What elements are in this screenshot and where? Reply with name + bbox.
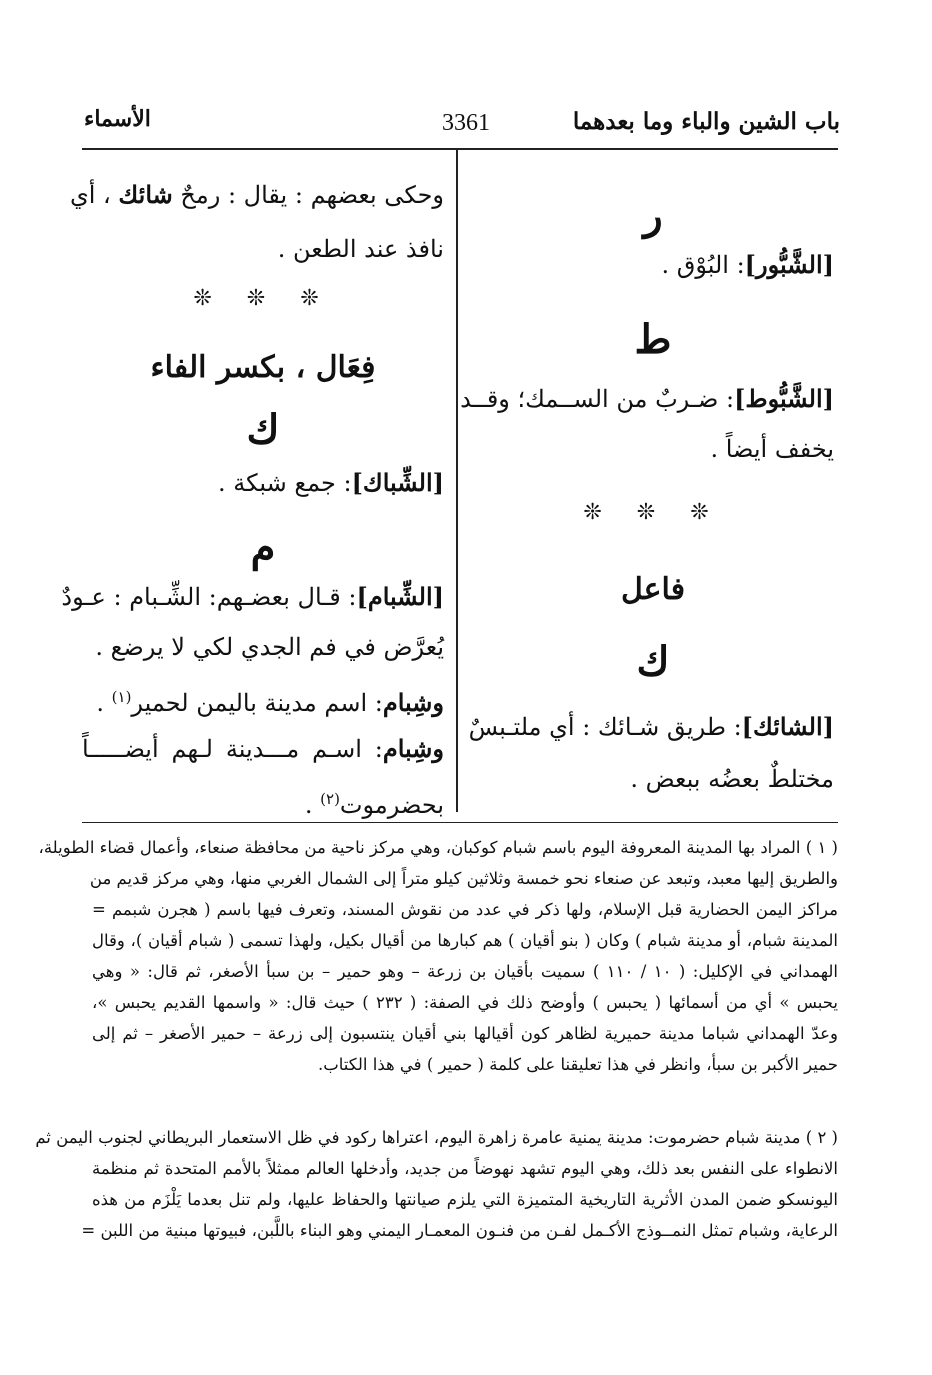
headword: [الشِّبام] — [356, 582, 444, 611]
entry-shibam-yemen — [82, 680, 444, 720]
letter-heading-kaf: ك — [246, 406, 280, 453]
headword: [الشائك] — [741, 712, 834, 741]
footnote-line: الرعاية، وشبام تمثل النمــوذج الأكـمل لفـن من فنـون المعمـار اليمني وهو البناء باللَّبن، فبيوتها مبنية من اللبن = — [81, 1221, 838, 1240]
entry-shibak — [82, 466, 444, 500]
footnote-line: المدينة شبام، أو مدينة شبام ) وكان ( بنو أقيان ) هم كبارها من أقيال بكيل، ولهذا تسمى ( شبام أقيان )، وقال — [92, 931, 838, 950]
running-header-section: الأسماء — [84, 106, 151, 132]
entry-shibam-hadramawt-line1 — [82, 732, 444, 766]
footnote-line: ( ١ ) المراد بها المدينة المعروفة اليوم باسم شبام كوكبان، وهي مركز ناحية من محافظة صنعاء، وأعمال قضاء الطويلة، — [38, 838, 838, 857]
letter-heading-mim: م — [250, 524, 276, 571]
definition: بحضرموت — [339, 791, 444, 819]
section-separator-stars: ❊ ❊ ❊ — [583, 500, 723, 525]
footnote-line: الهمداني في الإكليل: ( ١٠ / ١١٠ ) سميت بأقيان بن زرعة – وهو حمير – بن سبأ الأصغر، ثم قال: « وهي — [92, 962, 838, 981]
letter-heading-ta: ط — [634, 316, 672, 363]
section-heading-fi3al: فِعَال ، بكسر الفاء — [150, 350, 376, 385]
footnote-ref-1[interactable]: (١) — [111, 688, 132, 706]
definition: : ضـربٌ من الســمك؛ وقــد — [460, 385, 735, 413]
footnote-line: والطريق إليها معبد، وتبعد عن صنعاء نحو خمسة وثلاثين كيلو متراً إلى الشمال الغربي منها، وهي مركز قديم من — [89, 869, 838, 888]
letter-heading-ra: ر — [643, 192, 663, 239]
footnote-line: حمير الأكبر بن سبأ، وانظر في هذا تعليقنا على كلمة ( حمير ) في هذا الكتاب. — [317, 1055, 838, 1074]
continuation-line1 — [69, 178, 444, 212]
text: ، أي — [69, 181, 119, 209]
continuation-line2: نافذ عند الطعن . — [277, 235, 444, 263]
running-header-chapter: باب الشين والباء وما بعدهما — [572, 108, 840, 135]
entry-shabbur — [472, 248, 834, 282]
entry-shibam-hadramawt-line2 — [82, 782, 444, 822]
entry-shabbut-line2: يخفف أيضاً . — [710, 435, 834, 463]
footnote-2 — [35, 1122, 838, 1246]
definition: : قـال بعضـهم: الشِّـبام : عـودٌ — [61, 583, 357, 611]
section-heading-fa3il: فاعل — [620, 572, 686, 607]
footnote-line: مراكز اليمن الحضارية قبل الإسلام، ولها ذكر في عدد من نقوش المسند، وتعرف فيها باسم ( هجرن شبمم = — [92, 900, 838, 919]
footnote-line: اليونسكو ضمن المدن الأثرية التاريخية المتميزة التي يلزم صيانتها والحفاظ عليها، ولم تنل بعدما يَلْزَم من هذه — [92, 1190, 838, 1209]
footnote-1 — [38, 832, 838, 1080]
entry-sha2ik-line1 — [468, 710, 834, 744]
footnote-rule — [82, 822, 838, 823]
headword: [الشِّباك] — [351, 468, 444, 497]
headword: شائك — [118, 180, 173, 209]
page-number: 3361 — [442, 110, 490, 136]
headword: [الشَّبُّور] — [744, 250, 834, 279]
header-rule — [82, 148, 838, 150]
entry-sha2ik-line2: مختلطٌ بعضُه ببعض . — [630, 765, 834, 793]
letter-heading-kaf: ك — [636, 638, 670, 685]
entry-shabbut-line1 — [460, 382, 834, 416]
column-divider — [456, 150, 458, 812]
definition: : طريق شـائك : أي ملتـبسٌ — [468, 713, 742, 741]
footnote-line: الانطواء على النفس بعد ذلك، وهي اليوم تشهد نهوضاً من جديد، وأدخلها العالم ممثلاً بالأمم المتحدة ثم منظمة — [92, 1159, 838, 1178]
footnote-line: ( ٢ ) مدينة شبام حضرموت: مدينة يمنية عامرة زاهرة اليوم، اعتراها ركود في ظل الاستعمار البريطاني لجنوب اليمن ثم — [35, 1128, 838, 1147]
definition: : اسـم مـــدينة لـهم أيضـــــاً — [82, 735, 383, 763]
text: وحكى بعضهم : يقال : رمحٌ — [172, 181, 444, 209]
footnote-line: يحبس » أي من أسمائها ( يحبس ) وأوضح ذلك في الصفة: ( ٢٣٢ ) حيث قال: « واسمها القديم يحبس »، — [92, 993, 838, 1012]
period: . — [96, 689, 112, 717]
section-separator-stars: ❊ ❊ ❊ — [193, 286, 333, 311]
entry-shibam-line1 — [61, 580, 444, 614]
definition: : اسم مدينة باليمن لحمير — [131, 689, 383, 717]
definition: : البُوْق . — [661, 251, 745, 279]
definition: : جمع شبكة . — [218, 469, 352, 497]
headword: [الشَّبُّوط] — [734, 384, 834, 413]
headword: وشِبام — [382, 688, 444, 717]
period: . — [304, 791, 321, 819]
footnote-line: وعدّ الهمداني شباما مدينة حميرية لظاهر كون أقيالها بني أقيان ينتسبون إلى زرعة – حمير الأصغر – ثم إلى — [92, 1024, 838, 1043]
footnote-ref-2[interactable]: (٢) — [320, 790, 340, 808]
headword: وشِبام — [382, 734, 444, 763]
entry-shibam-line2: يُعرَّض في فم الجدي لكي لا يرضع . — [95, 633, 444, 661]
